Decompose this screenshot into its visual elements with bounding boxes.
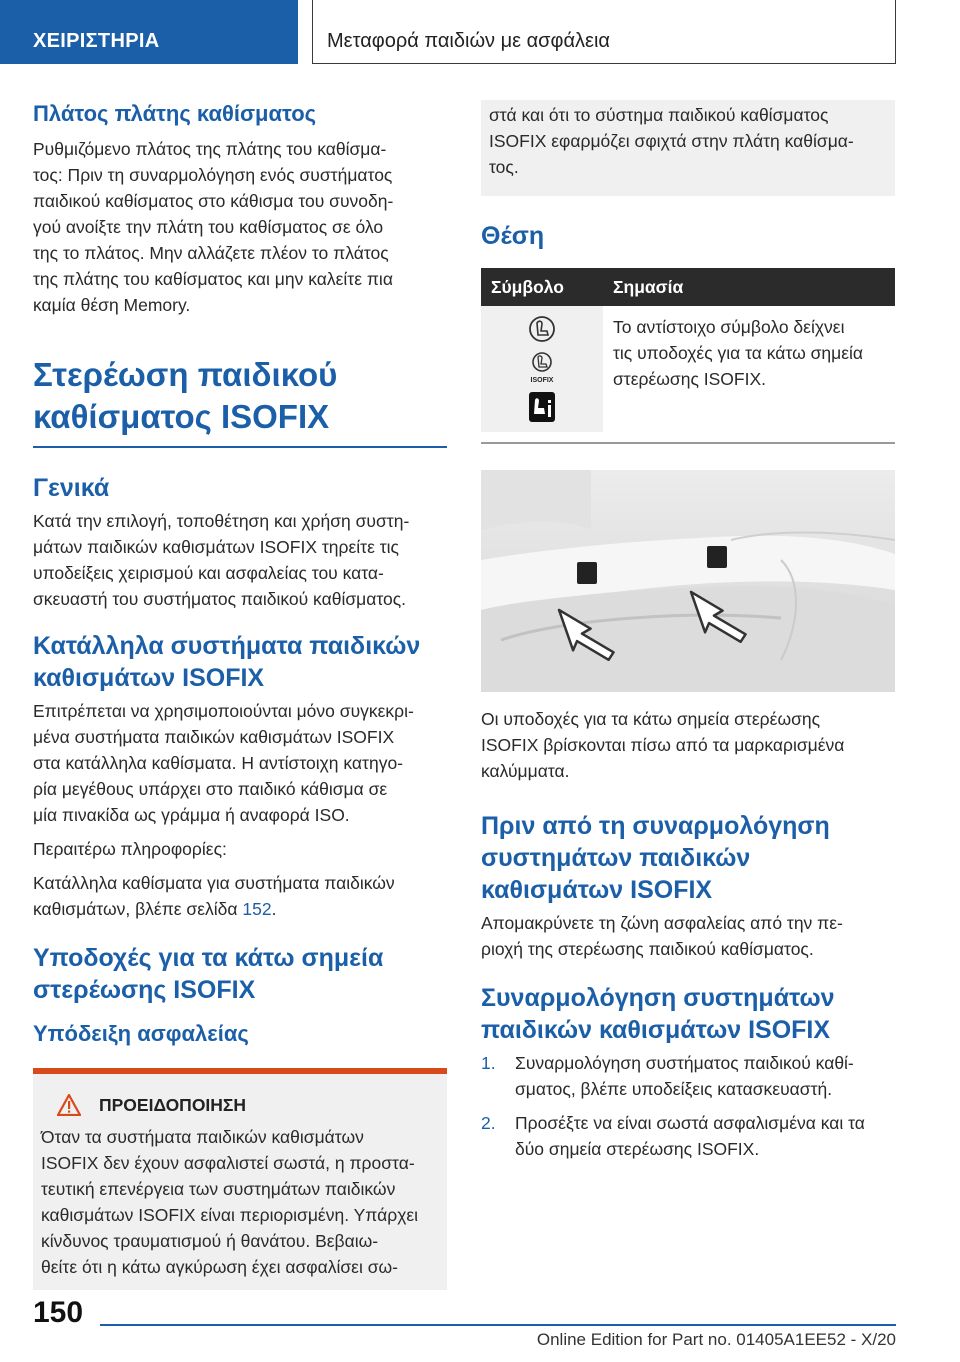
backrest-width-text: Ρυθμιζόμενο πλάτος της πλάτης του καθίσμα- τος: Πριν τη συναρμολόγηση ενός συστήματος παιδικού καθίσματος στο κάθισμα του συνοδη- γού ανοίξτε την πλάτη του καθίσματος σε όλο της το πλάτος. Μην αλλάζετε πλέον το πλάτος της πλάτης του καθίσματος και μην καλείτε πια καμία θέση Memory. <box>33 139 394 315</box>
section-tab[interactable]: ΧΕΙΡΙΣΤΗΡΙΑ <box>0 0 298 64</box>
general-text: Κατά την επιλογή, τοποθέτηση και χρήση συστη- μάτων παιδικών καθισμάτων ISOFIX τηρείτε τις υποδείξεις χειρισμού και ασφαλείας του κατα- σκευαστή του συστήματος παιδικού καθίσματος. <box>33 511 410 609</box>
list-item: 1. Συναρμολόγηση συστήματος παιδικού καθί- σματος, βλέπε υποδείξεις κατασκευαστή. <box>481 1052 854 1099</box>
backrest-width-heading: Πλάτος πλάτης καθίσματος <box>33 101 317 126</box>
assembly-heading: Συναρμολόγηση συστημάτων παιδικών καθισμάτων ISOFIX <box>481 983 835 1044</box>
svg-text:ISOFIX: ISOFIX <box>530 377 554 384</box>
isofix-symbol-icon <box>481 306 603 432</box>
seat-reference: Κατάλληλα καθίσματα για συστήματα παιδικών καθισμάτων, βλέπε σελίδα 152. <box>33 873 395 919</box>
suitable-systems-heading: Κατάλληλα συστήματα παιδικών καθισμάτων ISOFIX <box>33 632 421 692</box>
left-column <box>33 100 447 1290</box>
before-assembly-heading: Πριν από τη συναρμολόγηση συστημάτων παιδικών καθισμάτων ISOFIX <box>481 811 830 904</box>
position-heading: Θέση <box>481 222 545 250</box>
warning-triangle-icon <box>57 1094 81 1116</box>
warning-text: Όταν τα συστήματα παιδικών καθισμάτων ISOFIX δεν έχουν ασφαλιστεί σωστά, η προστα- τευτική επενέργεια των συστημάτων παιδικών καθισμάτων ISOFIX είναι περιορισμένη. Υπάρχει κίνδυνος τραυματισμού ή θανάτου. Βεβαιω- θείτε ότι η κάτω αγκύρωση έχει ασφαλίσει σω- <box>41 1127 419 1277</box>
symbol-table <box>481 268 895 432</box>
warning-box <box>33 1068 447 1290</box>
before-assembly-text: Απομακρύνετε τη ζώνη ασφαλείας από την πε- ριοχή της στερέωσης παιδικού καθίσματος. <box>481 912 843 959</box>
edition-info: Online Edition for Part no. 01405A1EE52 - X/20 <box>536 1330 896 1349</box>
assembly-steps <box>481 1050 895 1162</box>
table-header-symbol: Σύμβολο <box>481 268 603 306</box>
footer-divider <box>100 1324 896 1326</box>
general-heading: Γενικά <box>33 474 110 502</box>
page-link-152[interactable]: 152 <box>242 899 272 919</box>
table-row <box>481 306 895 432</box>
symbol-cell <box>481 306 603 432</box>
rear-seat-illustration <box>481 470 895 692</box>
right-column <box>481 100 895 1162</box>
photo-caption: Οι υποδοχές για τα κάτω σημεία στερέωσης ISOFIX βρίσκονται πίσω από τα μαρκαρισμένα καλύμματα. <box>481 708 845 781</box>
list-item: 2. Προσέξτε να είναι σωστά ασφαλισμένα και τα δύο σημεία στερέωσης ISOFIX. <box>481 1112 865 1159</box>
isofix-main-heading: Στερέωση παιδικού καθίσματος ISOFIX <box>33 356 338 435</box>
warning-continuation: στά και ότι το σύστημα παιδικού καθίσματος ISOFIX εφαρμόζει σφιχτά στην πλάτη καθίσμα- τος. <box>481 100 895 196</box>
chapter-title: Μεταφορά παιδιών με ασφάλεια <box>312 0 896 64</box>
page-number: 150 <box>33 1296 84 1329</box>
suitable-systems-text: Επιτρέπεται να χρησιμοποιούνται μόνο συγκεκρι- μένα συστήματα παιδικών καθισμάτων ISOFIX στα κατάλληλα καθίσματα. Η αντίστοιχη κατηγο- ρία μεγέθους υπάρχει στο παιδικό κάθισμα σε μία πινακίδα ως γράμμα ή αναφορά ISO. <box>33 701 414 825</box>
table-header-meaning: Σημασία <box>603 268 895 306</box>
table-divider <box>481 442 895 444</box>
safety-note-heading: Υπόδειξη ασφαλείας <box>33 1021 249 1046</box>
mounts-heading: Υποδοχές για τα κάτω σημεία στερέωσης ISOFIX <box>33 944 384 1004</box>
meaning-cell: Το αντίστοιχο σύμβολο δείχνει τις υποδοχές για τα κάτω σημεία στερέωσης ISOFIX. <box>613 317 864 389</box>
isofix-seat-photo <box>481 470 895 692</box>
more-info-label: Περαιτέρω πληροφορίες: <box>33 839 227 859</box>
heading-divider <box>33 446 447 448</box>
warning-label: ΠΡΟΕΙΔΟΠΟΙΗΣΗ <box>99 1094 247 1115</box>
